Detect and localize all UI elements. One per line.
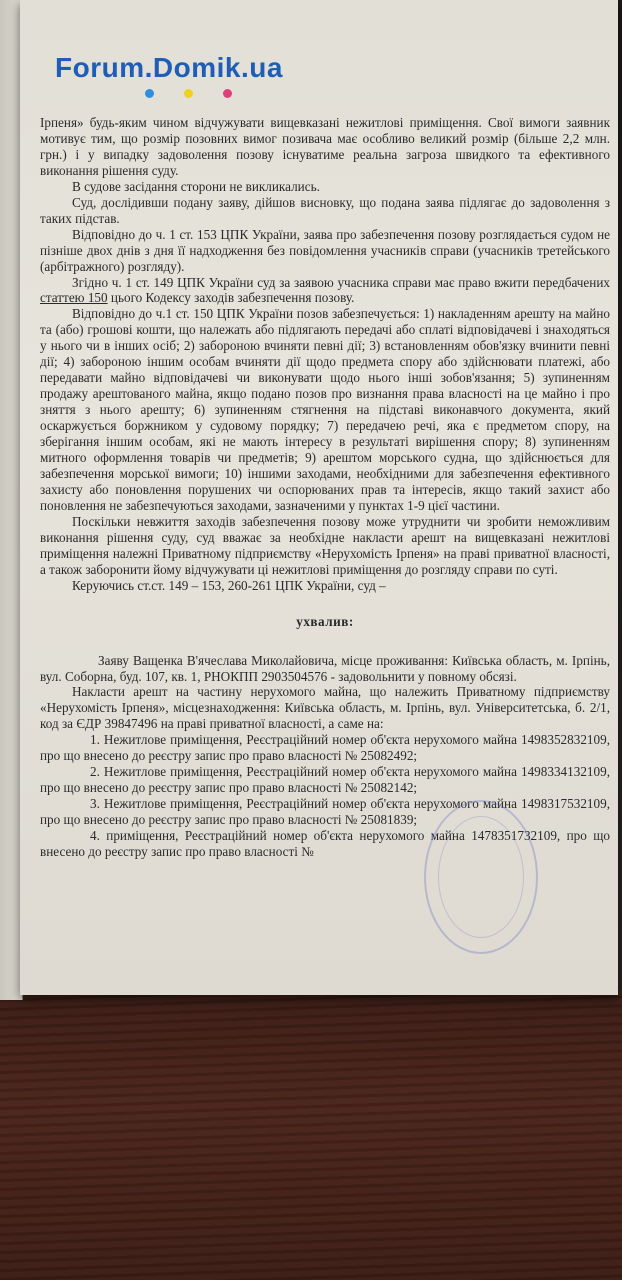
list-item: 3. Нежитлове приміщення, Реєстраційний номер об'єкта нерухомого майна 1498317532109, про що внесено до реєстру запис про право власності № 25081839; [40, 796, 610, 828]
forum-watermark: Forum.Domik.ua [55, 52, 283, 83]
watermark-dot-pink [223, 89, 232, 98]
paragraph-legal-basis: Керуючись ст.ст. 149 – 153, 260-261 ЦПК України, суд – [72, 577, 386, 593]
article-149-text: Згідно ч. 1 ст. 149 ЦПК України суд за заявою учасника справи має право вжити передбачених [72, 274, 610, 290]
paragraph-article-149 [40, 275, 610, 307]
wooden-table [0, 990, 622, 1280]
paragraph-claim-motivation: Ірпеня» будь-яким чином відчужувати вищевказані нежитлові приміщення. Свої вимоги заявник мотивує тим, що розмір позовних вимог позивача має особливо великий розмір (більше 2,2 млн. грн.) і у випадку задоволення позову існуватиме реальна загроза швидкого та ефективного виконання рішення суду. [40, 115, 610, 178]
watermark-dot-yellow [184, 89, 193, 98]
paragraph-article-153: Відповідно до ч. 1 ст. 153 ЦПК України, заява про забезпечення позову розглядається судом не пізніше двох днів з дня її надходження без повідомлення учасників справи (учасників третейського (арбітражного) розгляду). [40, 226, 610, 274]
paragraph-impose-arrest: Накласти арешт на частину нерухомого майна, що належить Приватному підприємству «Нерухомість Ірпеня», місцезнаходження: Київська область, м. Ірпінь, вул. Університетська, б. 2/1, код за ЄДР 39847496 на праві приватної власності, а саме на: [40, 684, 610, 732]
paragraph-grant-application: Заяву Ващенка В'ячеслава Миколайовича, місце проживання: Київська область, м. Ірпінь, вул. Соборна, буд. 107, кв. 1, РНОКПП 2903504576 - задовольнити у повному обсязі. [40, 652, 610, 684]
list-item: 4. приміщення, Реєстраційний номер об'єкта нерухомого майна 1478351732109, про що внесено до реєстру запис про право власності № [40, 828, 610, 859]
article-150-link[interactable]: статтею 150 [40, 290, 108, 306]
watermark-dot-blue [145, 89, 154, 98]
court-stamp-icon [424, 800, 538, 954]
ruling-heading: ухвалив: [296, 613, 354, 629]
paragraph-court-reasoning: Поскільки невжиття заходів забезпечення позову може утруднити чи зробити неможливим виконання рішення суду, суд вважає за необхідне накласти арешт на вищевказані нежитлові приміщення належні Приватному підприємству «Нерухомість Ірпеня» на праві приватної власності, а також заборонити йому відчужувати ці нежитлові приміщення до розгляду справи по суті. [40, 513, 610, 577]
list-item: 2. Нежитлове приміщення, Реєстраційний номер об'єкта нерухомого майна 1498334132109, про що внесено до реєстру запис про право власності № 25082142; [40, 764, 610, 796]
article-149-text-end: цього Кодексу заходів забезпечення позову. [107, 290, 355, 306]
watermark-dots [145, 89, 232, 98]
paragraph-parties-not-called: В судове засідання сторони не викликались. [72, 178, 320, 194]
document-text [40, 115, 610, 860]
paragraph-court-conclusion: Суд, дослідивши подану заяву, дійшов висновку, що подана заява підлягає до задоволення з таких підстав. [40, 194, 610, 226]
paragraph-article-150: Відповідно до ч.1 ст. 150 ЦПК України позов забезпечується: 1) накладенням арешту на майно та (або) грошові кошти, що належать або підлягають передачі або сплаті відповідачеві і знаходяться у нього чи в інших осіб; 2) забороною вчиняти певні дії; 3) встановленням обов'язку вчинити певні дії; 4) забороною іншим особам вчиняти дії щодо предмета спору або здійснювати платежі, або передавати майно відповідачеві чи виконувати щодо нього інші зобов'язання; 5) зупиненням продажу арештованого майна, якщо подано позов про визнання права власності на це майно і про зняття з нього арешту; 6) зупиненням стягнення на підставі виконавчого документа, який оскаржується боржником у судовому порядку; 7) передачею речі, яка є предметом спору, на зберігання іншим особам, які не мають інтересу в результаті вирішення спору; 8) зупиненням митного оформлення товарів чи предметів; 9) арештом морського судна, що здійснюється для забезпечення морської вимоги; 10) іншими заходами, необхідними для забезпечення ефективного захисту або поновлення порушених чи оспорюваних прав та інтересів, якщо такий захист або поновлення не забезпечуються заходами, зазначеними у пунктах 1-9 цієї частини. [40, 306, 610, 513]
list-item: 1. Нежитлове приміщення, Реєстраційний номер об'єкта нерухомого майна 1498352832109, про що внесено до реєстру запис про право власності № 25082492; [40, 732, 610, 764]
